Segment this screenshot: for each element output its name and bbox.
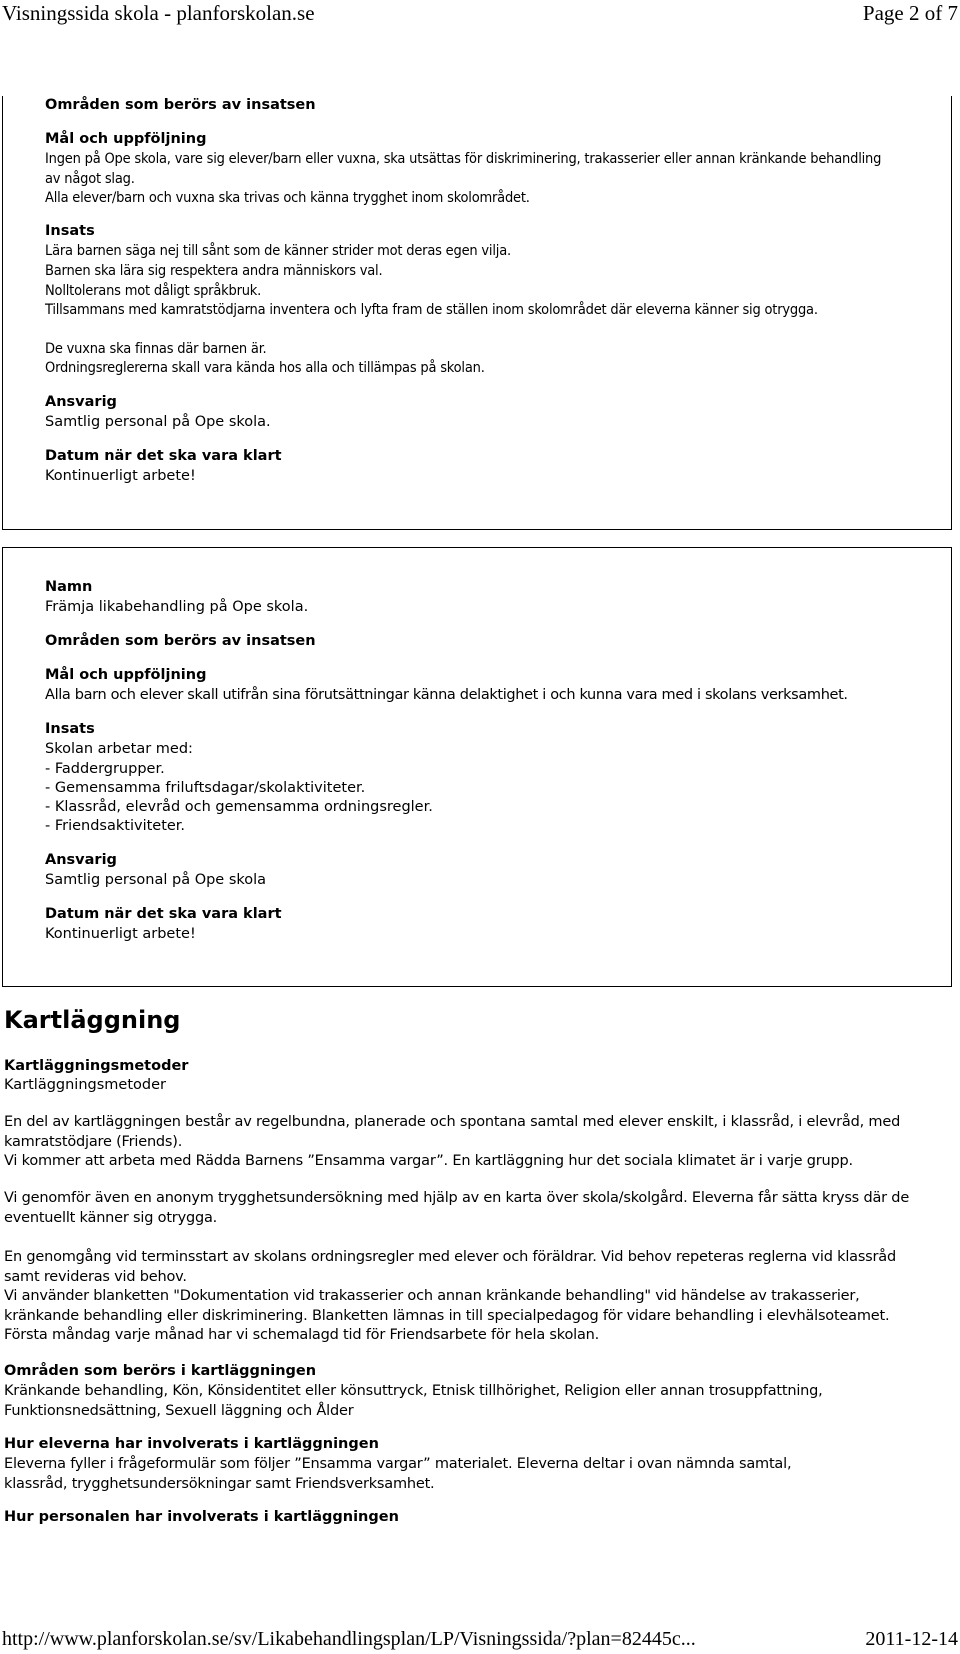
action-line: Ordningsreglererna skall vara kända hos alla och tillämpas på skolan. <box>45 360 485 376</box>
staff-heading: Hur personalen har involverats i kartläggningen <box>4 1509 399 1525</box>
deadline-heading: Datum när det ska vara klart <box>45 448 282 464</box>
paragraph: Vi kommer att arbeta med Rädda Barnens ”Ensamma vargar”. En kartläggning hur det sociala klimatet är i varje grupp. <box>4 1153 853 1169</box>
goal-heading: Mål och uppföljning <box>45 667 207 683</box>
action-line: Lära barnen säga nej till sånt som de känner strider mot deras egen vilja. <box>45 243 511 259</box>
area-heading: Områden som berörs av insatsen <box>45 633 316 649</box>
area-heading: Områden som berörs av insatsen <box>45 97 316 113</box>
students-heading: Hur eleverna har involverats i kartläggningen <box>4 1436 379 1452</box>
areas-heading: Områden som berörs i kartläggningen <box>4 1363 317 1379</box>
print-header <box>0 0 960 30</box>
action-line: Tillsammans med kamratstödjarna inventera och lyfta fram de ställen inom skolområdet där eleverna känner sig otrygga. <box>45 302 818 318</box>
print-page-number: Page 2 of 7 <box>862 1 958 25</box>
print-footer <box>0 1627 960 1653</box>
deadline-text: Kontinuerligt arbete! <box>45 468 196 484</box>
action-line: - Friendsaktiviteter. <box>45 818 186 834</box>
paragraph: En del av kartläggningen består av regelbundna, planerade och spontana samtal med elever enskilt, i klassråd, i elevråd, med kamratstödjare (Friends). <box>4 1114 901 1150</box>
action-line: - Faddergrupper. <box>45 761 165 777</box>
action-line: - Klassråd, elevråd och gemensamma ordningsregler. <box>45 799 433 815</box>
action-box-1 <box>2 96 952 530</box>
deadline-heading: Datum när det ska vara klart <box>45 906 282 922</box>
methods-text: Kartläggningsmetoder <box>4 1077 166 1093</box>
methods-heading: Kartläggningsmetoder <box>4 1058 189 1074</box>
paragraph: Vi genomför även en anonym trygghetsundersökning med hjälp av en karta över skola/skolgård. Eleverna får sätta kryss där de eventuellt känner sig otrygga. <box>4 1190 910 1226</box>
goal-heading: Mål och uppföljning <box>45 131 207 147</box>
action-line: Barnen ska lära sig respektera andra människors val. <box>45 263 383 279</box>
paragraph: En genomgång vid terminsstart av skolans ordningsregler med elever och föräldrar. Vid behov repeteras reglerna vid klassråd samt revideras vid behov. <box>4 1249 896 1285</box>
paragraph: Vi använder blanketten "Dokumentation vid trakasserier och annan kränkande behandling" vid händelse av trakasserier, kränkande behandling eller diskriminering. Blanketten lämnas in till specialpedagog för vidare behandling i elevhälsoteamet. <box>4 1288 890 1324</box>
action-heading: Insats <box>45 223 95 239</box>
action-heading: Insats <box>45 721 95 737</box>
action-line: - Gemensamma friluftsdagar/skolaktiviteter. <box>45 780 366 796</box>
print-url: http://www.planforskolan.se/sv/Likabehandlingsplan/LP/Visningssida/?plan=82445c... <box>2 1628 696 1650</box>
goal-text-2: Alla elever/barn och vuxna ska trivas och känna trygghet inom skolområdet. <box>45 190 530 206</box>
responsible-heading: Ansvarig <box>45 852 117 868</box>
goal-text: Ingen på Ope skola, vare sig elever/barn eller vuxna, ska utsättas för diskriminering, trakasserier eller annan kränkande behandling av något slag. <box>45 151 882 187</box>
areas-text: Kränkande behandling, Kön, Könsidentitet eller könsuttryck, Etnisk tillhörighet, Religion eller annan trosuppfattning, Funktionsnedsättning, Sexuell läggning och Ålder <box>4 1383 823 1419</box>
section-title: Kartläggning <box>4 1006 181 1034</box>
responsible-heading: Ansvarig <box>45 394 117 410</box>
action-box-2 <box>2 547 952 987</box>
action-line: Skolan arbetar med: <box>45 741 193 757</box>
action-line: De vuxna ska finnas där barnen är. <box>45 341 267 357</box>
responsible-text: Samtlig personal på Ope skola. <box>45 414 271 430</box>
students-text: Eleverna fyller i frågeformulär som följer ”Ensamma vargar” materialet. Eleverna deltar i ovan nämnda samtal, klassråd, trygghetsundersökningar samt Friendsverksamhet. <box>4 1456 792 1492</box>
print-page-title: Visningssida skola - planforskolan.se <box>2 1 315 25</box>
deadline-text: Kontinuerligt arbete! <box>45 926 196 942</box>
name-text: Främja likabehandling på Ope skola. <box>45 599 309 615</box>
paragraph: Första måndag varje månad har vi schemalagd tid för Friendsarbete för hela skolan. <box>4 1327 600 1343</box>
responsible-text: Samtlig personal på Ope skola <box>45 872 267 888</box>
goal-text: Alla barn och elever skall utifrån sina förutsättningar känna delaktighet i och kunna vara med i skolans verksamhet. <box>45 687 848 703</box>
name-heading: Namn <box>45 579 93 595</box>
action-line: Nolltolerans mot dåligt språkbruk. <box>45 283 262 299</box>
print-date: 2011-12-14 <box>865 1628 958 1650</box>
